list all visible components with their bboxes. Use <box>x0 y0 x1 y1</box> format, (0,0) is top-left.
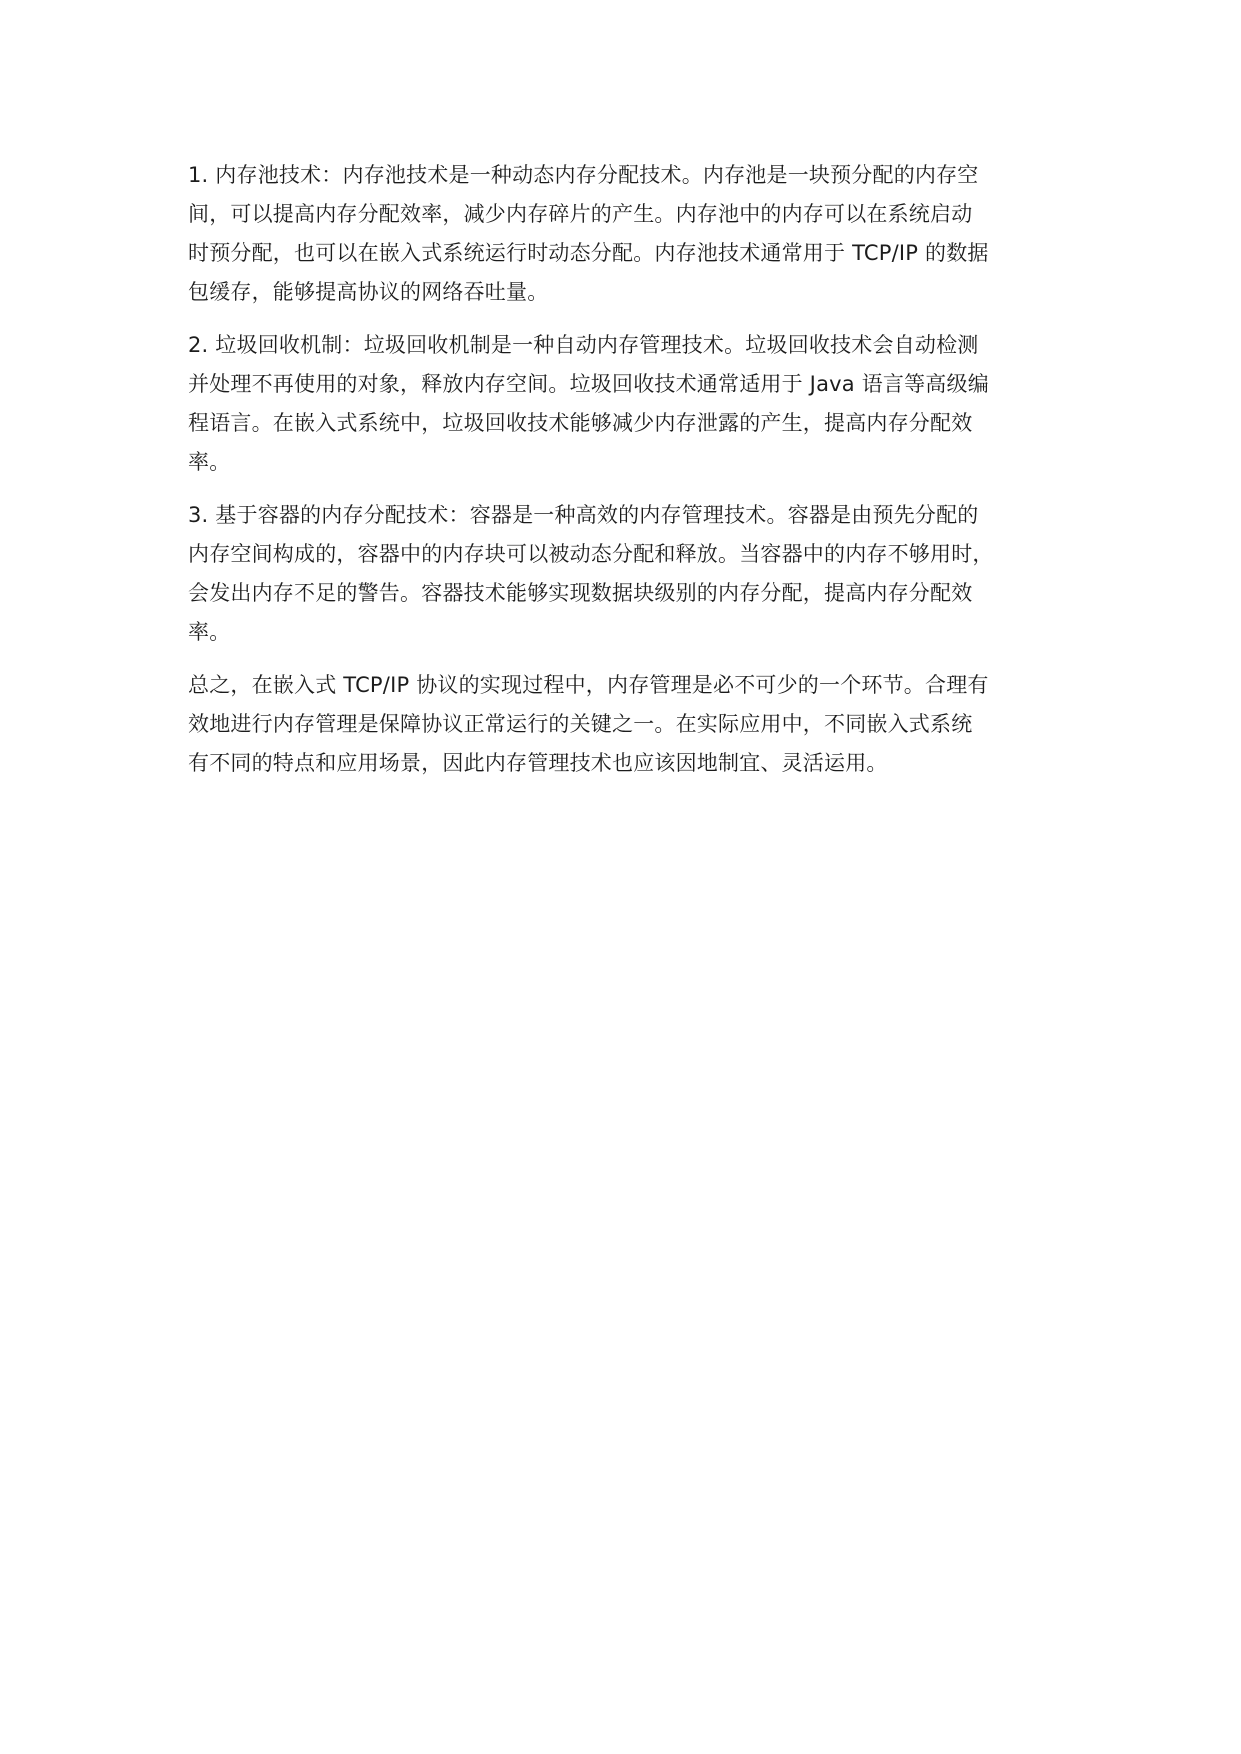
document-body <box>188 156 1088 797</box>
text-line: 2. 垃圾回收机制：垃圾回收机制是一种自动内存管理技术。垃圾回收技术会自动检测 <box>188 333 979 357</box>
text-line: 会发出内存不足的警告。容器技术能够实现数据块级别的内存分配，提高内存分配效 <box>188 581 973 605</box>
text-line: 率。 <box>188 450 231 474</box>
paragraph-memory-pool <box>188 156 1088 312</box>
text-line: 时预分配，也可以在嵌入式系统运行时动态分配。内存池技术通常用于 TCP/IP 的数据 <box>188 241 989 265</box>
paragraph-container-allocation <box>188 496 1088 652</box>
text-line: 总之，在嵌入式 TCP/IP 协议的实现过程中，内存管理是必不可少的一个环节。合理有 <box>188 673 989 697</box>
text-line: 有不同的特点和应用场景，因此内存管理技术也应该因地制宜、灵活运用。 <box>188 751 888 775</box>
text-line: 程语言。在嵌入式系统中，垃圾回收技术能够减少内存泄露的产生，提高内存分配效 <box>188 411 973 435</box>
text-line: 间，可以提高内存分配效率，减少内存碎片的产生。内存池中的内存可以在系统启动 <box>188 202 973 226</box>
text-line: 率。 <box>188 620 231 644</box>
text-line: 包缓存，能够提高协议的网络吞吐量。 <box>188 280 549 304</box>
text-line: 效地进行内存管理是保障协议正常运行的关键之一。在实际应用中，不同嵌入式系统 <box>188 712 973 736</box>
text-line: 并处理不再使用的对象，释放内存空间。垃圾回收技术通常适用于 Java 语言等高级编 <box>188 372 989 396</box>
paragraph-garbage-collection <box>188 326 1088 482</box>
text-line: 1. 内存池技术：内存池技术是一种动态内存分配技术。内存池是一块预分配的内存空 <box>188 163 979 187</box>
paragraph-conclusion <box>188 666 1088 783</box>
text-line: 内存空间构成的，容器中的内存块可以被动态分配和释放。当容器中的内存不够用时， <box>188 542 994 566</box>
text-line: 3. 基于容器的内存分配技术：容器是一种高效的内存管理技术。容器是由预先分配的 <box>188 503 979 527</box>
